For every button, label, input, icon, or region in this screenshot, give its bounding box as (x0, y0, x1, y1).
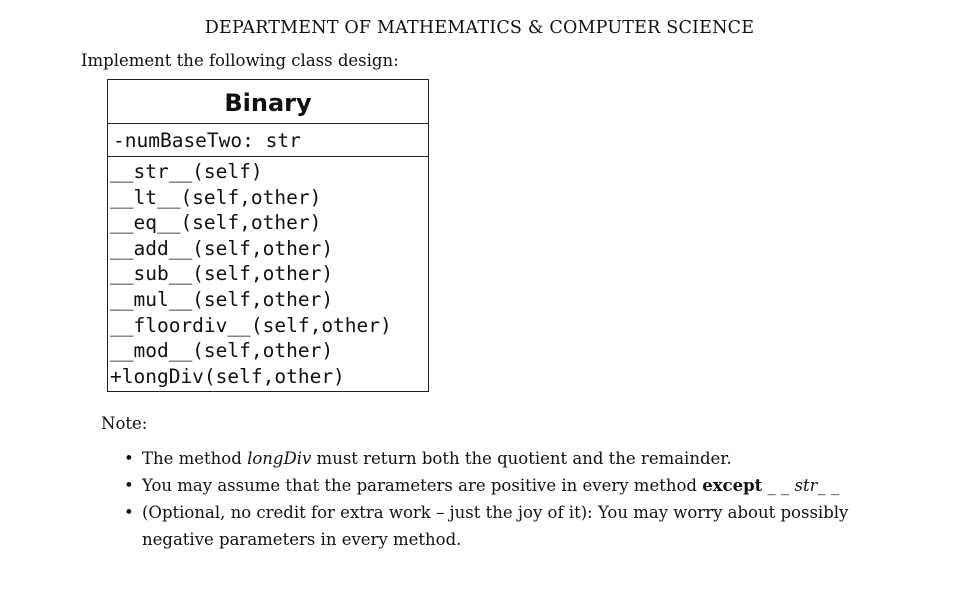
bullet-icon: • (124, 449, 134, 468)
uml-method-lt: __lt__(self,other) (110, 185, 322, 209)
uml-class-name: Binary (108, 80, 428, 124)
department-header: DEPARTMENT OF MATHEMATICS & COMPUTER SCIENCE (204, 18, 755, 38)
note-strong: except (702, 476, 763, 495)
uml-method-floordiv: __floordiv__(self,other) (110, 313, 392, 337)
note-item-longdiv (124, 445, 894, 472)
note-text-line: negative parameters in every method. (142, 530, 462, 549)
note-text: You may assume that the parameters are positive in every method (142, 476, 703, 495)
note-text-line: (Optional, no credit for extra work – just the joy of it): You may worry about possibly (142, 503, 849, 522)
uml-attributes-section (108, 124, 428, 157)
uml-method-longdiv: +longDiv(self,other) (110, 364, 345, 388)
uml-class-diagram (107, 79, 429, 392)
instruction-text: Implement the following class design: (81, 51, 399, 70)
uml-method-eq: __eq__(self,other) (110, 211, 322, 235)
note-list (124, 445, 894, 553)
note-label: Note: (101, 414, 148, 433)
bullet-icon: • (124, 503, 134, 522)
note-item-positive (124, 472, 894, 499)
uml-method-mul: __mul__(self,other) (110, 287, 334, 311)
uml-method-sub: __sub__(self,other) (110, 262, 334, 286)
uml-method-str: __str__(self) (110, 160, 263, 183)
note-emphasis: longDiv (247, 449, 312, 468)
note-emphasis: _ _ str_ _ (762, 476, 840, 495)
note-text: The method (142, 449, 248, 468)
uml-methods-section (108, 157, 428, 389)
note-item-optional (124, 499, 894, 553)
uml-attribute: -numBaseTwo: str (113, 128, 301, 152)
bullet-icon: • (124, 476, 134, 495)
uml-method-mod: __mod__(self,other) (110, 339, 334, 363)
note-text: must return both the quotient and the remainder. (311, 449, 732, 468)
uml-method-add: __add__(self,other) (110, 236, 334, 260)
